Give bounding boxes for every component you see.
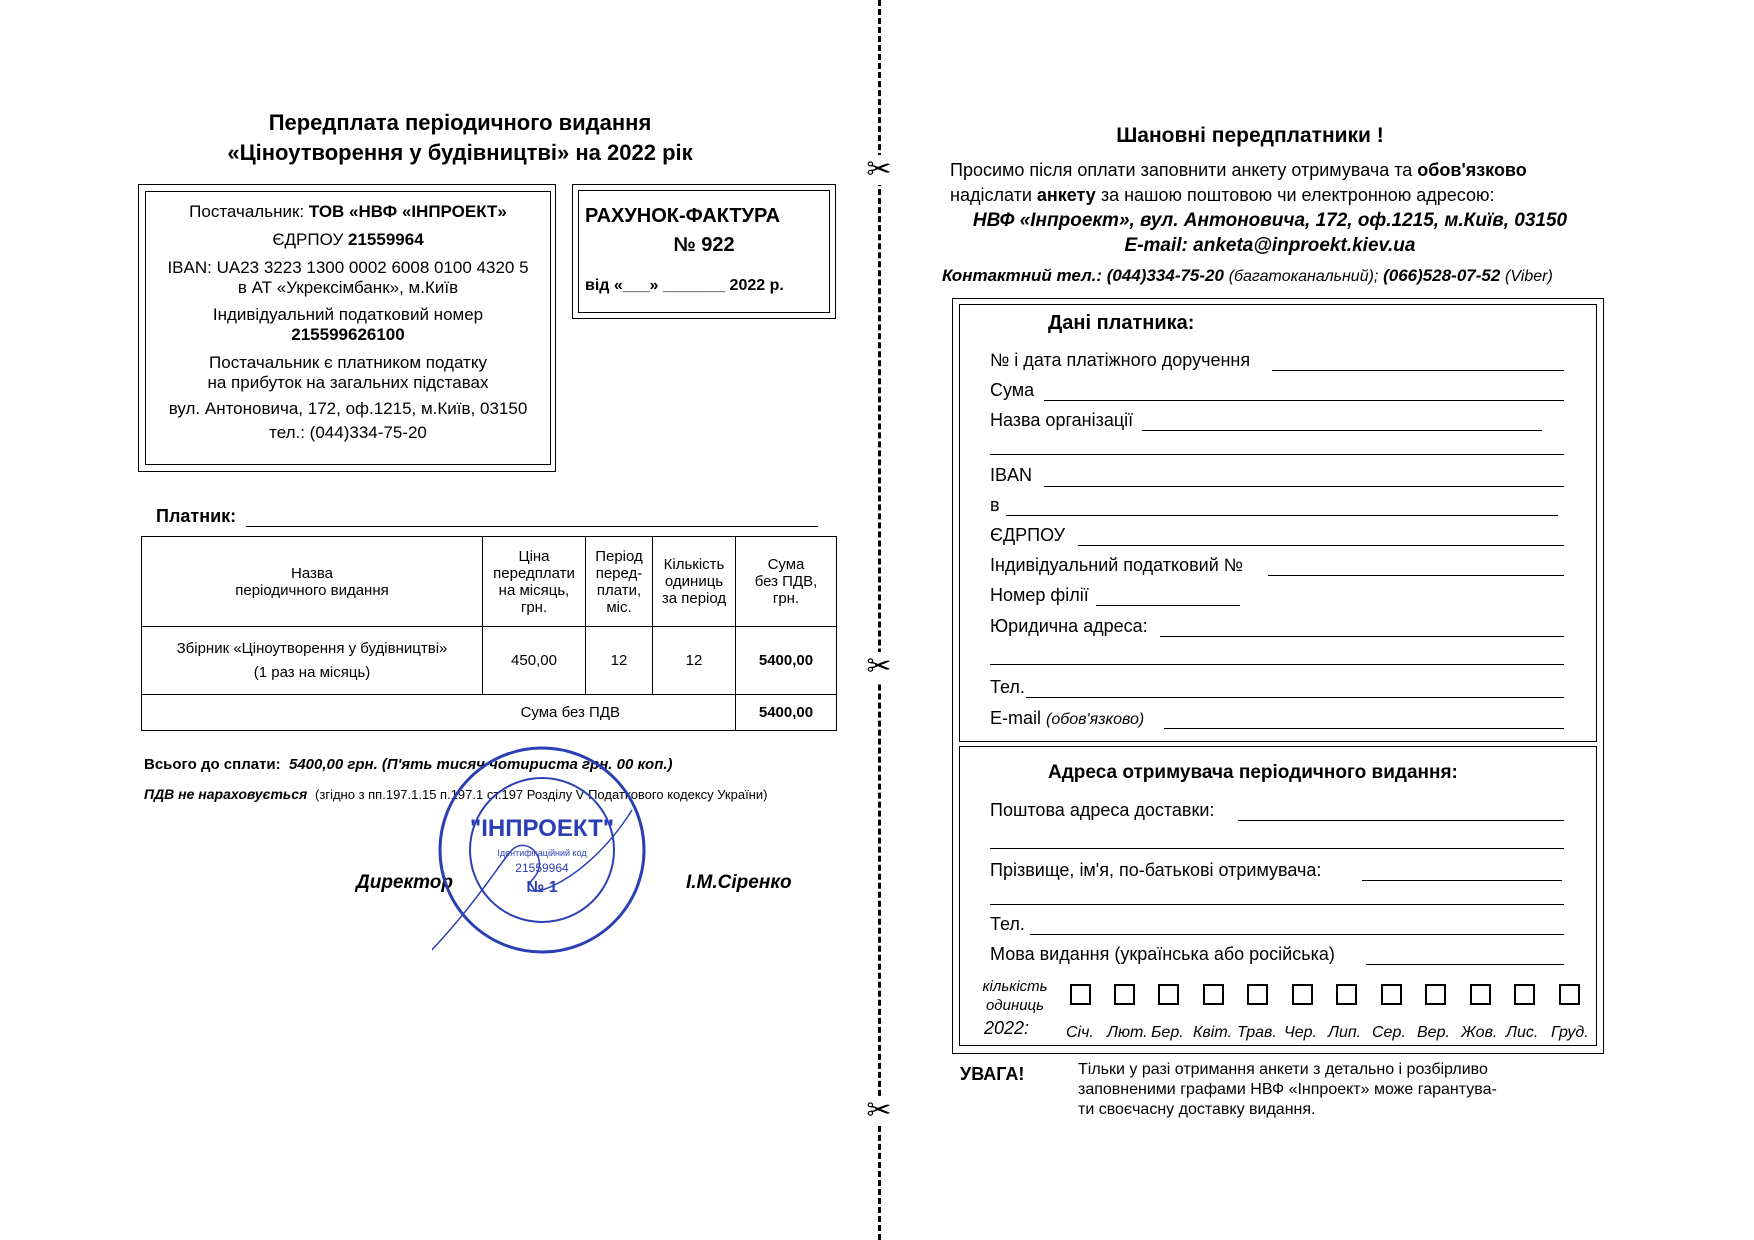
bank-label: в [990,495,1000,515]
postal-address-label: Поштова адреса доставки: [990,800,1215,820]
bank-field[interactable] [1006,515,1558,516]
legal-address-field[interactable] [1160,636,1564,637]
table-total-row [142,695,837,731]
language-field[interactable] [1366,964,1564,965]
fullname-field-2[interactable] [990,904,1564,905]
postal-address-field[interactable] [1238,820,1564,821]
director-name: І.М.Сіренко [686,872,792,893]
checkbox-month-3[interactable] [1158,984,1179,1005]
header-period: Період перед- плати, міс. [586,537,653,627]
month-label: Жов. [1461,1024,1498,1041]
stamp-number: № 1 [526,879,558,896]
org-name-label: Назва організації [990,410,1134,430]
tax-no-field[interactable] [1268,575,1564,576]
email-field[interactable] [1164,728,1564,729]
month-label: Січ. [1066,1024,1094,1041]
payer-field[interactable] [246,526,818,527]
quantity-label: кількість одиниць [982,978,1048,1014]
supplier-box: Постачальник: ТОВ «НВФ «ІНПРОЕКТ» ЄДРПОУ 21559964 IBAN: UA23 3223 1300 0002 6008 0100 4320 5 в АТ «Укрексімбанк», м.Київ Індивідуальний податковий номер 215599626100 Постачальник є платником податку на прибуток на загальних підставах вул. Антоновича, 172, оф.1215, м.Київ, 03150 тел.: (044)334-75-20 [145,191,551,465]
checkbox-month-11[interactable] [1514,984,1535,1005]
branch-field[interactable] [1096,605,1240,606]
checkbox-month-6[interactable] [1292,984,1313,1005]
invoice-box: РАХУНОК-ФАКТУРА № 922 від «___» _______ 2022 р. [578,190,830,313]
checkbox-month-5[interactable] [1247,984,1268,1005]
scissors-icon: ✂ [864,1096,894,1126]
checkbox-month-10[interactable] [1470,984,1491,1005]
checkbox-month-9[interactable] [1425,984,1446,1005]
payer-section-title: Дані платника: [1048,312,1195,334]
org-name-field[interactable] [1142,430,1542,431]
payment-order-field[interactable] [1272,370,1564,371]
postal-address-field-2[interactable] [990,848,1564,849]
recipient-section-title: Адреса отримувача періодичного видання: [1048,762,1458,783]
checkbox-month-1[interactable] [1070,984,1091,1005]
checkbox-month-4[interactable] [1203,984,1224,1005]
payment-order-label: № і дата платіжного доручення [990,350,1251,370]
stamp-id-label: Ідентифікаційний код [497,848,587,858]
email-label: E-mail (обов'язково) [990,708,1145,728]
stamp-name: "ІНПРОЕКТ" [469,815,615,842]
right-title: Шановні передплатники ! [1116,124,1384,147]
cell-quantity: 12 [653,627,736,695]
cell-name: Збірник «Ціноутворення у будівництві» (1 раз на місяць) [142,627,483,695]
year-label: 2022: [984,1018,1030,1038]
total-to-pay: Всього до сплати: 5400,00 грн. (П'ять тисяч чотириста грн. 00 коп.) [144,756,673,773]
contact-line: Контактний тел.: (044)334-75-20 (багатоканальний); (066)528-07-52 (Viber) [942,266,1553,285]
month-label: Сер. [1372,1024,1406,1041]
fullname-field[interactable] [1362,880,1562,881]
vat-note: ПДВ не нараховується (згідно з пп.197.1.15 п.197.1 ст.197 Розділу V Податкового кодексу України) [144,786,768,802]
edrpou-label: ЄДРПОУ [990,525,1066,545]
total-label: Сума без ПДВ [142,695,736,731]
month-label: Вер. [1417,1024,1450,1041]
tel-label: Тел. [990,677,1025,697]
month-label: Бер. [1151,1024,1184,1041]
sum-label: Сума [990,380,1035,400]
page-title: Передплата періодичного видання «Ціноутворення у будівництві» на 2022 рік [227,110,693,165]
header-quantity: Кількість одиниць за період [653,537,736,627]
month-label: Груд. [1551,1024,1589,1041]
org-name-field-2[interactable] [990,454,1564,455]
table-row [142,627,837,695]
cell-price: 450,00 [483,627,586,695]
iban-label: IBAN [990,465,1033,485]
month-checkboxes [1070,984,1600,1008]
company-stamp [432,740,652,960]
total-value: 5400,00 [736,695,837,731]
payer-label: Платник: [156,506,237,526]
attention-text: Тільки у разі отримання анкети з детально і розбірливо заповненими графами НВФ «Інпроект» може гарантува- ти своєчасну доставку видання. [1078,1061,1497,1118]
month-labels [1062,1024,1602,1046]
scissors-icon: ✂ [864,155,894,185]
header-name: Назва періодичного видання [142,537,483,627]
attention-label: УВАГА! [960,1064,1025,1084]
subscription-table [141,536,837,731]
edrpou-field[interactable] [1078,545,1564,546]
director-label: Директор [356,872,453,893]
month-label: Лис. [1506,1024,1539,1041]
legal-address-label: Юридична адреса: [990,616,1148,636]
tax-no-label: Індивідуальний податковий № [990,555,1244,575]
checkbox-month-8[interactable] [1381,984,1402,1005]
intro-text: Просимо після оплати заповнити анкету отримувача та обов'язково надіслати анкету за нашою поштовою чи електронною адресою: [950,160,1527,205]
tel-field[interactable] [1026,697,1564,698]
header-sum: Сума без ПДВ, грн. [736,537,837,627]
language-label: Мова видання (українська або російська) [990,944,1335,964]
fullname-label: Прізвище, ім'я, по-батькові отримувача: [990,860,1322,880]
month-label: Квіт. [1193,1024,1232,1041]
stamp-id-code: 21559964 [515,861,569,875]
month-label: Трав. [1237,1024,1277,1041]
month-label: Лип. [1328,1024,1362,1041]
sum-field[interactable] [1044,400,1564,401]
branch-label: Номер філії [990,585,1089,605]
recipient-tel-field[interactable] [1030,934,1564,935]
checkbox-month-2[interactable] [1114,984,1135,1005]
cell-sum: 5400,00 [736,627,837,695]
recipient-tel-label: Тел. [990,914,1025,934]
mail-address: НВФ «Інпроект», вул. Антоновича, 172, оф.1215, м.Київ, 03150 E-mail: anketa@inproekt.kiev.ua [972,210,1568,256]
checkbox-month-12[interactable] [1559,984,1580,1005]
cut-line [878,0,881,1240]
checkbox-month-7[interactable] [1336,984,1357,1005]
iban-field[interactable] [1044,486,1564,487]
month-label: Чер. [1284,1024,1318,1041]
cell-period: 12 [586,627,653,695]
legal-address-field-2[interactable] [990,664,1564,665]
header-price: Ціна передплати на місяць, грн. [483,537,586,627]
table-header-row [142,537,837,627]
scissors-icon: ✂ [864,652,894,682]
month-label: Лют. [1107,1024,1148,1041]
